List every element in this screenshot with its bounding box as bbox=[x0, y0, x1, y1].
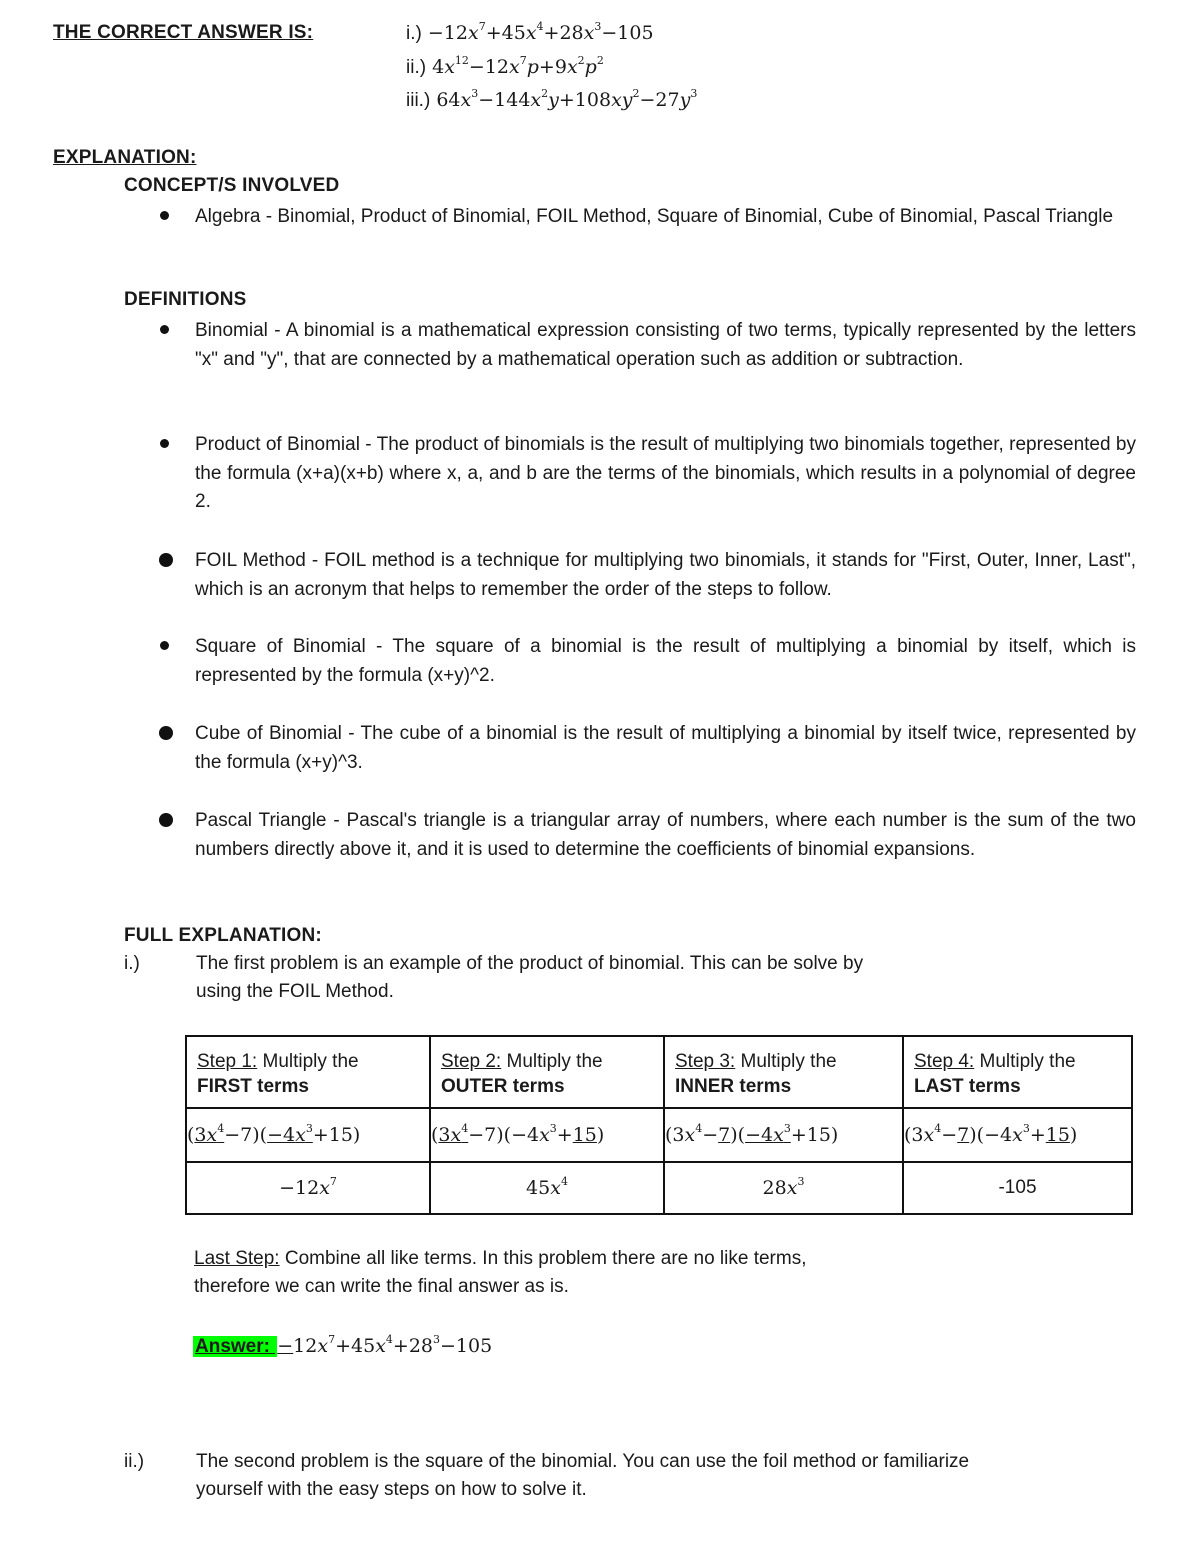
correct-answer-heading: THE CORRECT ANSWER IS: bbox=[53, 22, 314, 43]
foil-steps-table bbox=[185, 1035, 1133, 1215]
answer-3-expr: $64x^3-144x^2y+108xy^2-27y^3$ bbox=[436, 87, 698, 111]
full-explanation-heading: FULL EXPLANATION: bbox=[124, 925, 322, 946]
step-1-result: $-12x^7$ bbox=[186, 1162, 430, 1214]
part-2-label: ii.) bbox=[124, 1451, 145, 1472]
explanation-heading: EXPLANATION: bbox=[53, 147, 197, 168]
step-2-label: Step 2: bbox=[441, 1051, 502, 1072]
last-step-label: Last Step: bbox=[194, 1248, 280, 1269]
definition-product-of-binomial: Product of Binomial - The product of binomials is the result of multiplying two binomials together, represented by the formula (x+a)(x+b) where x, a, and b are the terms of the binomials, which results in a polynomial of degree 2. bbox=[195, 434, 1136, 512]
table-row bbox=[186, 1162, 1132, 1214]
step-2-result: $45x^4$ bbox=[430, 1162, 664, 1214]
table-row bbox=[186, 1036, 1132, 1108]
answer-line-3 bbox=[406, 89, 697, 112]
step-2-text: Multiply the bbox=[501, 1051, 603, 1072]
step-2-bold: OUTER terms bbox=[441, 1076, 565, 1097]
step-3-result: $28x^3$ bbox=[664, 1162, 903, 1214]
part-1-line-2: using the FOIL Method. bbox=[196, 981, 394, 1002]
bullet-icon bbox=[159, 726, 173, 740]
definition-pascal-triangle: Pascal Triangle - Pascal's triangle is a triangular array of numbers, where each number is the sum of the two numbers directly above it, and it is used to determine the coefficients of binomial expansions. bbox=[195, 810, 1136, 860]
part-2-line-1: The second problem is the square of the binomial. You can use the foil method or familiarize bbox=[196, 1451, 970, 1472]
final-answer bbox=[193, 1335, 492, 1358]
definition-cube-of-binomial: Cube of Binomial - The cube of a binomial is the result of multiplying a binomial by itself twice, represented by the formula (x+y)^3. bbox=[195, 723, 1136, 773]
step-2-expression: $(3x^4-7)(-4x^3+15)$ bbox=[430, 1108, 664, 1162]
part-1-label: i.) bbox=[124, 953, 140, 974]
definition-foil-method: FOIL Method - FOIL method is a technique for multiplying two binomials, it stands for "First, Outer, Inner, Last", which is an acronym that helps to remember the order of the steps to follow. bbox=[195, 550, 1136, 600]
concepts-heading: CONCEPT/S INVOLVED bbox=[124, 175, 340, 196]
bullet-icon bbox=[160, 325, 169, 334]
answer-2-label: ii.) bbox=[406, 57, 427, 78]
step-1-expression: $(3x^4-7)(-4x^3+15)$ bbox=[186, 1108, 430, 1162]
step-3-expression: $(3x^4-7)(-4x^3+15)$ bbox=[664, 1108, 903, 1162]
bullet-icon bbox=[160, 211, 169, 220]
bullet-icon bbox=[159, 553, 173, 567]
step-4-label: Step 4: bbox=[914, 1051, 975, 1072]
answer-2-expr: $4x^{12}-12x^7p+9x^2p^2$ bbox=[432, 54, 604, 78]
step-4-expression: $(3x^4-7)(-4x^3+15)$ bbox=[903, 1108, 1132, 1162]
step-3-bold: INNER terms bbox=[675, 1076, 792, 1097]
last-step-line-1 bbox=[194, 1248, 807, 1270]
answer-line-1 bbox=[406, 22, 654, 45]
definitions-heading: DEFINITIONS bbox=[124, 289, 247, 310]
step-4-bold: LAST terms bbox=[914, 1076, 1021, 1097]
step-4-text: Multiply the bbox=[974, 1051, 1076, 1072]
answer-line-2 bbox=[406, 56, 604, 79]
answer-3-label: iii.) bbox=[406, 90, 431, 111]
definition-binomial: Binomial - A binomial is a mathematical expression consisting of two terms, typically represented by the letters "x" and "y", that are connected by a mathematical operation such as addition or subtraction. bbox=[195, 320, 1136, 370]
step-1-label: Step 1: bbox=[197, 1051, 258, 1072]
step-1-text: Multiply the bbox=[257, 1051, 359, 1072]
answer-expression: $-12x^7+45x^4+28^3-105$ bbox=[277, 1333, 493, 1357]
bullet-icon bbox=[160, 439, 169, 448]
step-4-result: -105 bbox=[903, 1162, 1132, 1214]
part-1-line-1: The first problem is an example of the product of binomial. This can be solve by bbox=[196, 953, 864, 974]
step-1-bold: FIRST terms bbox=[197, 1076, 309, 1097]
definition-square-of-binomial: Square of Binomial - The square of a binomial is the result of multiplying a binomial by itself, which is represented by the formula (x+y)^2. bbox=[195, 636, 1136, 686]
bullet-icon bbox=[159, 813, 173, 827]
bullet-icon bbox=[160, 641, 169, 650]
step-4-header bbox=[903, 1036, 1132, 1108]
last-step-line-2: therefore we can write the final answer as is. bbox=[194, 1276, 569, 1297]
step-2-header bbox=[430, 1036, 664, 1108]
answer-label: Answer: bbox=[195, 1336, 276, 1357]
step-1-header bbox=[186, 1036, 430, 1108]
step-3-label: Step 3: bbox=[675, 1051, 736, 1072]
answer-1-label: i.) bbox=[406, 23, 422, 44]
part-2-line-2: yourself with the easy steps on how to solve it. bbox=[196, 1479, 587, 1500]
answer-1-expr: $-12x^7+45x^4+28x^3-105$ bbox=[427, 20, 654, 44]
last-step-text: Combine all like terms. In this problem there are no like terms, bbox=[279, 1248, 807, 1269]
step-3-text: Multiply the bbox=[735, 1051, 837, 1072]
table-row bbox=[186, 1108, 1132, 1162]
step-3-header bbox=[664, 1036, 903, 1108]
concepts-text: Algebra - Binomial, Product of Binomial, FOIL Method, Square of Binomial, Cube of Binomial, Pascal Triangle bbox=[195, 206, 1114, 227]
